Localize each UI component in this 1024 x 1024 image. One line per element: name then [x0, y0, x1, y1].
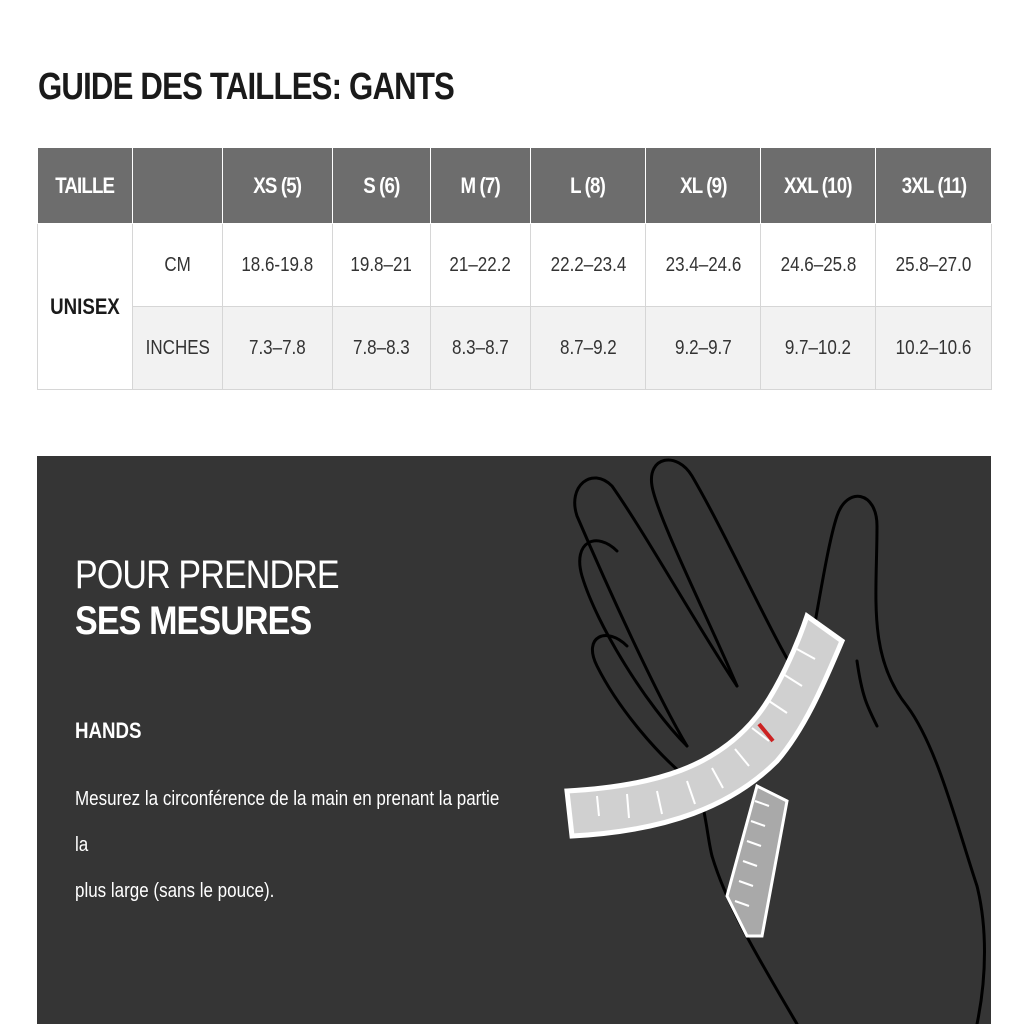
panel-heading-line2: SES MESURES [75, 599, 312, 643]
table-cell: 22.2–23.4 [531, 224, 646, 307]
panel-text-line2: plus large (sans le pouce). [75, 880, 275, 902]
size-table [37, 148, 992, 390]
table-cell: 23.4–24.6 [646, 224, 761, 307]
table-cell: 8.3–8.7 [431, 307, 531, 390]
table-row [38, 224, 992, 307]
unit-label: CM [133, 224, 223, 307]
table-cell: 21–22.2 [431, 224, 531, 307]
header-size: L (8) [531, 148, 646, 224]
unit-label: INCHES [133, 307, 223, 390]
table-cell: 7.8–8.3 [333, 307, 431, 390]
header-taille: TAILLE [38, 148, 133, 224]
header-size: 3XL (11) [876, 148, 992, 224]
table-cell: 19.8–21 [333, 224, 431, 307]
panel-instructions [75, 776, 517, 914]
table-header-row [38, 148, 992, 224]
group-label-unisex: UNISEX [38, 224, 133, 390]
panel-subheading: HANDS [75, 718, 142, 743]
header-empty [133, 148, 223, 224]
header-size: M (7) [431, 148, 531, 224]
table-cell: 24.6–25.8 [761, 224, 876, 307]
table-cell: 8.7–9.2 [531, 307, 646, 390]
panel-heading [75, 552, 339, 644]
table-cell: 9.7–10.2 [761, 307, 876, 390]
table-row [38, 307, 992, 390]
hand-measuring-tape-icon [537, 456, 991, 1024]
table-cell: 10.2–10.6 [876, 307, 992, 390]
header-size: XXL (10) [761, 148, 876, 224]
measure-panel [37, 456, 991, 1024]
table-cell: 9.2–9.7 [646, 307, 761, 390]
header-size: S (6) [333, 148, 431, 224]
table-cell: 7.3–7.8 [223, 307, 333, 390]
page-title: GUIDE DES TAILLES: GANTS [38, 66, 455, 108]
panel-heading-line1: POUR PRENDRE [75, 553, 339, 597]
table-cell: 25.8–27.0 [876, 224, 992, 307]
header-size: XS (5) [223, 148, 333, 224]
table-cell: 18.6-19.8 [223, 224, 333, 307]
header-size: XL (9) [646, 148, 761, 224]
panel-text-line1: Mesurez la circonférence de la main en prenant la partie la [75, 788, 500, 856]
